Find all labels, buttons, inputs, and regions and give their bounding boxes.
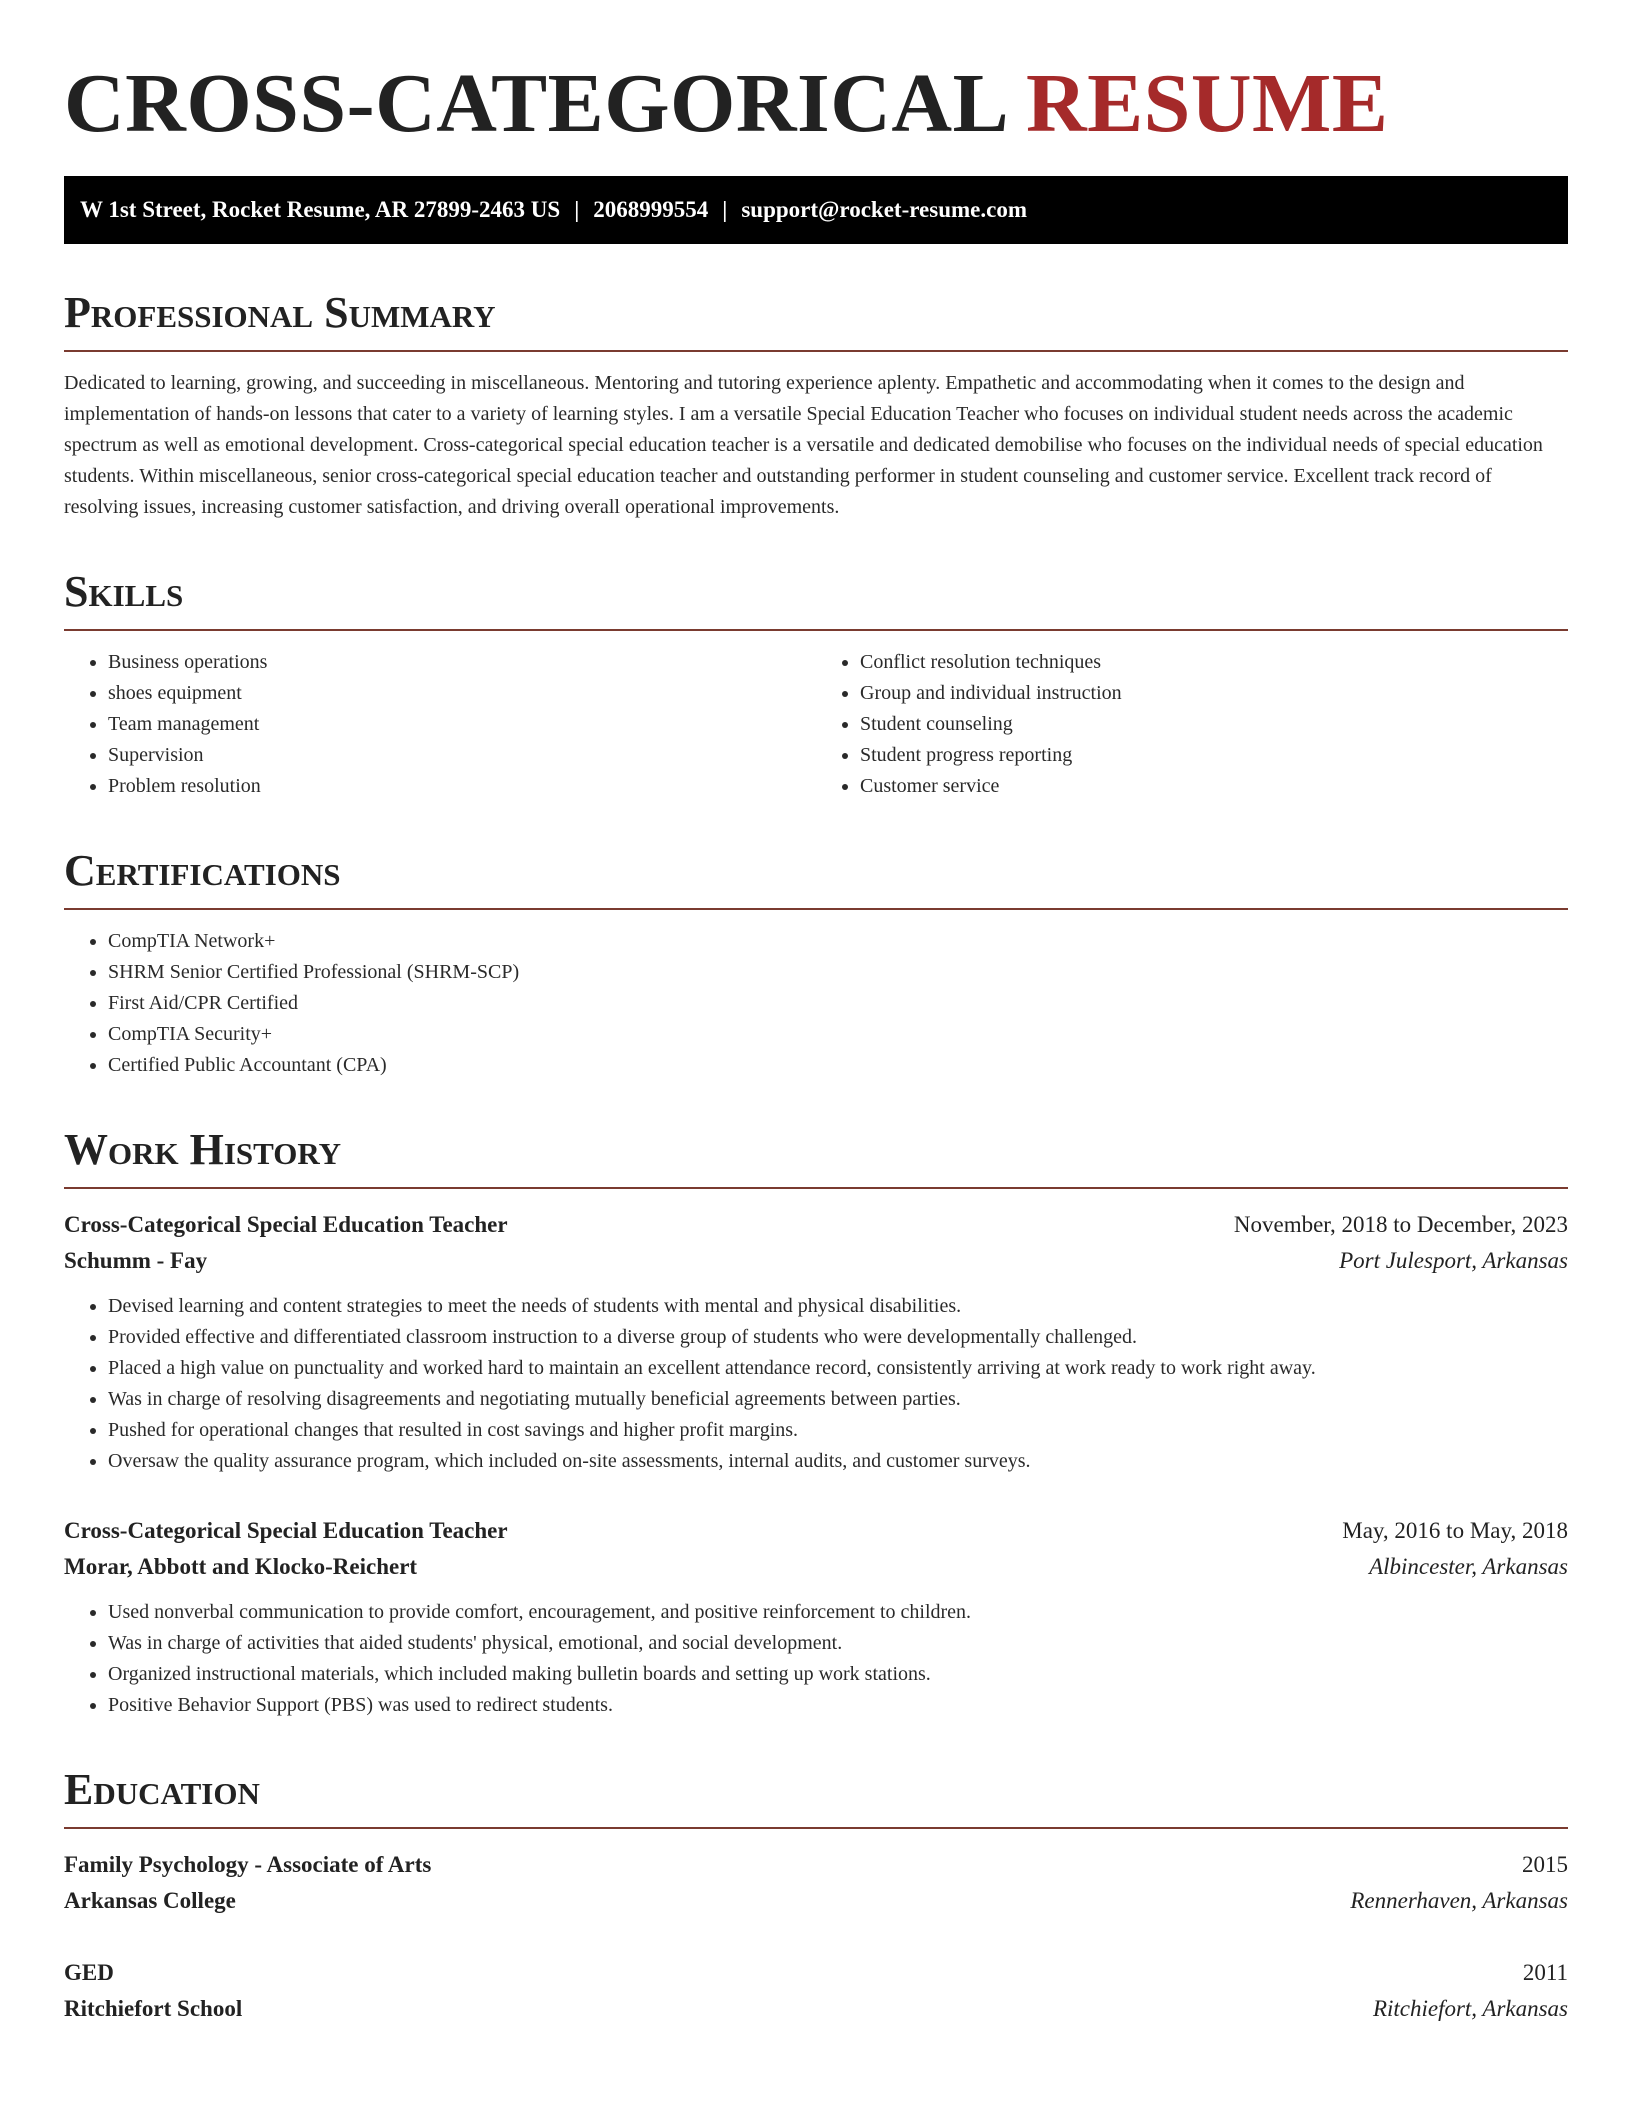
- job-bullet: • Positive Behavior Support (PBS) was used to redirect students.: [108, 1690, 1568, 1721]
- skills-list-left: [64, 647, 816, 802]
- contact-phone: 2068999554: [593, 197, 709, 222]
- skill-item: • Student progress reporting: [860, 740, 1568, 771]
- skills-list-right: [816, 647, 1568, 802]
- job-entry: [64, 1207, 1568, 1477]
- skills-heading: Skills: [64, 567, 1568, 631]
- certifications-list: [64, 926, 1568, 1081]
- job-company: Morar, Abbott and Klocko-Reichert: [64, 1554, 418, 1579]
- job-dates: May, 2016 to May, 2018: [1342, 1518, 1568, 1543]
- job-bullet: • Was in charge of activities that aided students' physical, emotional, and social development.: [108, 1628, 1568, 1659]
- education-entry: [64, 1847, 1568, 1919]
- skill-item: • Supervision: [108, 740, 816, 771]
- summary-heading: Professional Summary: [64, 288, 1568, 352]
- certification-item: • Certified Public Accountant (CPA): [108, 1050, 1568, 1081]
- education-year: 2015: [1522, 1852, 1568, 1877]
- certifications-section: [64, 846, 1568, 1081]
- job-company-row: [64, 1549, 1568, 1585]
- job-bullet: • Pushed for operational changes that resulted in cost savings and higher profit margins.: [108, 1415, 1568, 1446]
- job-bullet: • Placed a high value on punctuality and worked hard to maintain an excellent attendance record, consistently arriving at work ready to work right away.: [108, 1353, 1568, 1384]
- title-main: CROSS-CATEGORICAL: [64, 57, 1005, 150]
- job-bullets: [64, 1597, 1568, 1721]
- job-bullet: • Organized instructional materials, which included making bulletin boards and setting up work stations.: [108, 1659, 1568, 1690]
- education-school-row: [64, 1883, 1568, 1919]
- job-bullet: • Used nonverbal communication to provide comfort, encouragement, and positive reinforcement to children.: [108, 1597, 1568, 1628]
- skill-item: • Student counseling: [860, 709, 1568, 740]
- skills-grid: [64, 631, 1568, 802]
- education-year: 2011: [1522, 1960, 1568, 1985]
- summary-text: Dedicated to learning, growing, and succeeding in miscellaneous. Mentoring and tutoring experience aplenty. Empathetic and accommodating when it comes to the design and implementation of hands-on lessons that cater to a variety of learning styles. I am a versatile Special Education Teacher who focuses on individual student needs across the academic spectrum as well as emotional development. Cross-categorical special education teacher is a versatile and dedicated demobilise who focuses on the individual needs of special education students. Within miscellaneous, senior cross-categorical special education teacher and outstanding performer in student counseling and customer service. Excellent track record of resolving issues, increasing customer satisfaction, and driving overall operational improvements.: [64, 372, 1543, 518]
- job-dates: November, 2018 to December, 2023: [1233, 1212, 1568, 1237]
- education-degree: GED: [64, 1960, 114, 1985]
- education-school: Ritchiefort School: [64, 1996, 243, 2021]
- education-school-row: [64, 1991, 1568, 2027]
- job-bullet: • Provided effective and differentiated classroom instruction to a diverse group of students who were developmentally challenged.: [108, 1322, 1568, 1353]
- job-company-row: [64, 1243, 1568, 1279]
- summary-section: [64, 288, 1568, 523]
- contact-email: support@rocket-resume.com: [741, 197, 1027, 222]
- resume-title: [64, 56, 1568, 152]
- job-header-row: [64, 1513, 1568, 1549]
- contact-separator: |: [574, 197, 580, 222]
- job-location: Albincester, Arkansas: [1369, 1554, 1568, 1579]
- job-header-row: [64, 1207, 1568, 1243]
- resume-page: [64, 0, 1568, 2027]
- skill-item: • Group and individual instruction: [860, 678, 1568, 709]
- skill-item: • Customer service: [860, 771, 1568, 802]
- work-history-section: [64, 1125, 1568, 1721]
- education-heading: Education: [64, 1765, 1568, 1829]
- job-company: Schumm - Fay: [64, 1248, 208, 1273]
- certification-item: • First Aid/CPR Certified: [108, 988, 1568, 1019]
- education-header-row: [64, 1955, 1568, 1991]
- contact-address: W 1st Street, Rocket Resume, AR 27899-2463 US: [80, 197, 561, 222]
- education-header-row: [64, 1847, 1568, 1883]
- job-bullet: • Was in charge of resolving disagreements and negotiating mutually beneficial agreements between parties.: [108, 1384, 1568, 1415]
- education-location: Rennerhaven, Arkansas: [1350, 1888, 1568, 1913]
- skill-item: • Team management: [108, 709, 816, 740]
- education-school: Arkansas College: [64, 1888, 236, 1913]
- certification-item: • CompTIA Network+: [108, 926, 1568, 957]
- education-location: Ritchiefort, Arkansas: [1372, 1996, 1568, 2021]
- certification-item: • SHRM Senior Certified Professional (SHRM-SCP): [108, 957, 1568, 988]
- title-accent: RESUME: [1025, 57, 1389, 150]
- job-entry: [64, 1513, 1568, 1721]
- skill-item: • Business operations: [108, 647, 816, 678]
- job-role: Cross-Categorical Special Education Teacher: [64, 1518, 508, 1543]
- job-location: Port Julesport, Arkansas: [1339, 1248, 1568, 1273]
- job-bullets: [64, 1291, 1568, 1477]
- work-history-heading: Work History: [64, 1125, 1568, 1189]
- skill-item: • Problem resolution: [108, 771, 816, 802]
- skill-item: • shoes equipment: [108, 678, 816, 709]
- job-bullet: • Oversaw the quality assurance program, which included on-site assessments, internal audits, and customer surveys.: [108, 1446, 1568, 1477]
- education-section: [64, 1765, 1568, 2027]
- education-entry: [64, 1955, 1568, 2027]
- skill-item: • Conflict resolution techniques: [860, 647, 1568, 678]
- contact-separator: |: [722, 197, 728, 222]
- skills-section: [64, 567, 1568, 802]
- job-bullet: • Devised learning and content strategies to meet the needs of students with mental and physical disabilities.: [108, 1291, 1568, 1322]
- certifications-heading: Certifications: [64, 846, 1568, 910]
- contact-bar: [64, 176, 1568, 244]
- job-role: Cross-Categorical Special Education Teacher: [64, 1212, 508, 1237]
- education-degree: Family Psychology - Associate of Arts: [64, 1852, 432, 1877]
- certification-item: • CompTIA Security+: [108, 1019, 1568, 1050]
